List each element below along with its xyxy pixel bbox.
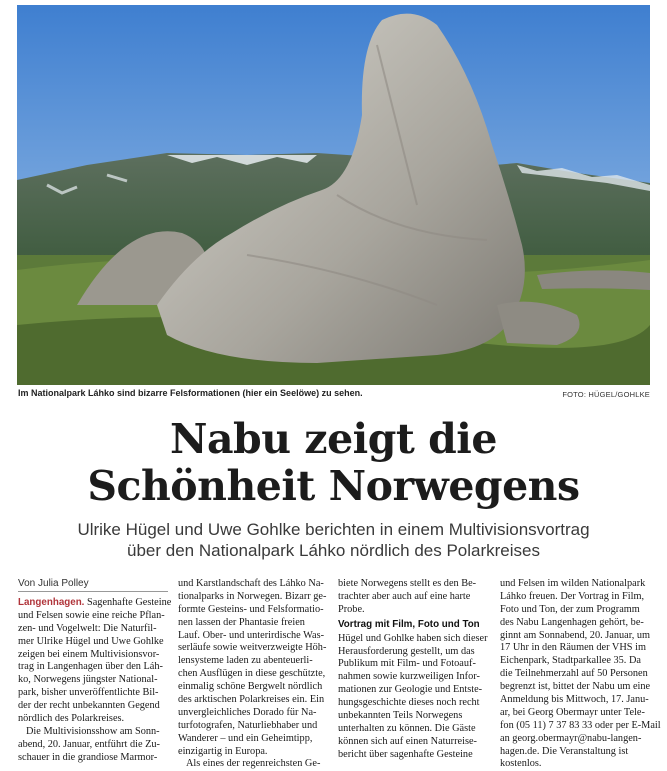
article-column-4 — [500, 578, 661, 771]
column-line: schauer in die grandiose Marmor- — [18, 751, 158, 763]
column-line: und Karstlandschaft des Láhko Na- — [178, 578, 324, 589]
column-line: formte Gesteins- und Felsformatio- — [178, 603, 324, 615]
column-line: lensysteme laden zu abenteuerli- — [178, 655, 313, 667]
byline: Von Julia Polley — [18, 578, 89, 589]
column-line: Hügel und Gohlke haben sich dieser — [338, 632, 488, 644]
article-photo — [17, 5, 650, 385]
column-line: serläufe sowie weitverzweigte Höh- — [178, 642, 327, 654]
column-line: 17 Uhr in den Räumen der VHS im — [500, 642, 646, 654]
column-line: fon (05 11) 7 37 83 33 oder per E-Mail — [500, 719, 661, 731]
column-line: Sagenhafte Gesteine — [84, 597, 172, 608]
column-line: die Teilnehmerzahl auf 50 Personen — [500, 668, 648, 680]
column-line: mer Ulrike Hügel und Uwe Gohlke — [18, 635, 164, 647]
column-line: nahmen sowie kurzweiligen Infor- — [338, 671, 480, 683]
article-column-1 — [18, 597, 172, 765]
column-line: an georg.obermayr@nabu-langen- — [500, 732, 642, 744]
column-line: Eichenpark, Stadtparkallee 35. Da — [500, 655, 641, 667]
article-column-2 — [178, 578, 328, 771]
headline-line-1: Nabu zeigt die — [170, 415, 497, 463]
column-line: ar, bei Georg Obermayr unter Tele- — [500, 706, 645, 718]
column-line: ginnt am Sonnabend, 20. Januar, um — [500, 629, 651, 641]
column-line: zeigen bei einem Multivisionsvor- — [18, 648, 160, 660]
column-line: und Felsen im wilden Nationalpark — [500, 578, 646, 589]
column-line: chen Ausflügen in diese geschützte, — [178, 668, 326, 680]
column-line: Foto und Ton, der zum Programm — [500, 603, 640, 615]
photo-caption: Im Nationalpark Láhko sind bizarre Felsformationen (hier ein Seelöwe) zu sehen. — [18, 388, 363, 398]
subheadline — [0, 519, 667, 561]
column-line: tionalparks in Norwegen. Bizarr ge- — [178, 590, 327, 602]
column-line: begrenzt ist, bittet der Nabu um eine — [500, 681, 651, 693]
column-line: nördlich des Polarkreises. — [18, 713, 125, 725]
column-line: trag in Langenhagen über den Láh- — [18, 661, 163, 673]
column-line: Anmeldung bis Mittwoch, 17. Janu- — [500, 694, 649, 706]
column-line: Probe. — [338, 603, 365, 615]
column-line: mationen zur Geologie und Entste- — [338, 684, 483, 696]
column-line: unterhalten zu können. Die Gäste — [338, 722, 476, 734]
column-line: unbekannten Teils Norwegens — [338, 710, 463, 722]
column-line: bericht über sagenhafte Gesteine — [338, 748, 473, 760]
column-line: des Nabu Langenhagen gehört, be- — [500, 616, 644, 628]
column-line: Publikum mit Film- und Fotoauf- — [338, 658, 476, 670]
column-line: zen- und Vogelwelt: Die Naturfil- — [18, 622, 157, 634]
headline — [0, 416, 667, 510]
column-line: Herausforderung gestellt, um das — [338, 645, 475, 657]
headline-line-2: Schönheit Norwegens — [87, 462, 580, 510]
section-heading: Vortrag mit Film, Foto und Ton — [338, 618, 480, 630]
byline-divider — [18, 591, 168, 592]
column-line: turfotografen, Naturliebhaber und — [178, 719, 318, 731]
column-line: trachter aber auch auf eine harte — [338, 590, 471, 602]
column-line: park, bisher unveröffentlichte Bil- — [18, 687, 159, 699]
column-line: unvergleichliches Dorado für Na- — [178, 706, 317, 718]
article-column-3 — [338, 578, 488, 762]
column-line: Lauf. Ober- und unterirdische Was- — [178, 629, 325, 641]
subheadline-line-1: Ulrike Hügel und Uwe Gohlke berichten in einem Multivisionsvortrag — [77, 520, 590, 539]
column-line: ko, Norwegens jüngster National- — [18, 674, 158, 686]
column-line: hungsgeschichte dieses noch recht — [338, 697, 480, 709]
rock-formation-image — [17, 5, 650, 385]
column-line: und Felsen sowie eine reiche Pflan- — [18, 609, 165, 621]
column-line: einmalig schöne Bergwelt nördlich — [178, 681, 323, 693]
column-line: biete Norwegens stellt es den Be- — [338, 578, 477, 589]
column-line: der der recht unbekannten Gegend — [18, 700, 160, 712]
column-line: Láhko freuen. Der Vortrag in Film, — [500, 590, 645, 602]
column-line: abend, 20. Januar, entführt die Zu- — [18, 738, 160, 750]
column-line: einzigartig in Europa. — [178, 745, 268, 757]
column-line: nen lassen der Phantasie freien — [178, 616, 305, 628]
column-line: Als eines der regenreichsten Ge- — [186, 758, 321, 770]
subheadline-line-2: über den Nationalpark Láhko nördlich des Polarkreises — [127, 541, 540, 560]
column-line: des arktischen Polarkreises ein. Ein — [178, 694, 325, 706]
photo-credit: FOTO: HÜGEL/GOHLKE — [562, 390, 650, 399]
column-line: Die Multivisionsshow am Sonn- — [26, 725, 160, 737]
dateline: Langenhagen. — [18, 597, 85, 608]
column-line: kostenlos. — [500, 758, 542, 770]
column-line: hagen.de. Die Veranstaltung ist — [500, 745, 629, 757]
column-line: können sich auf einen Naturreise- — [338, 735, 477, 747]
column-line: Wanderer – und ein Geheimtipp, — [178, 732, 313, 744]
